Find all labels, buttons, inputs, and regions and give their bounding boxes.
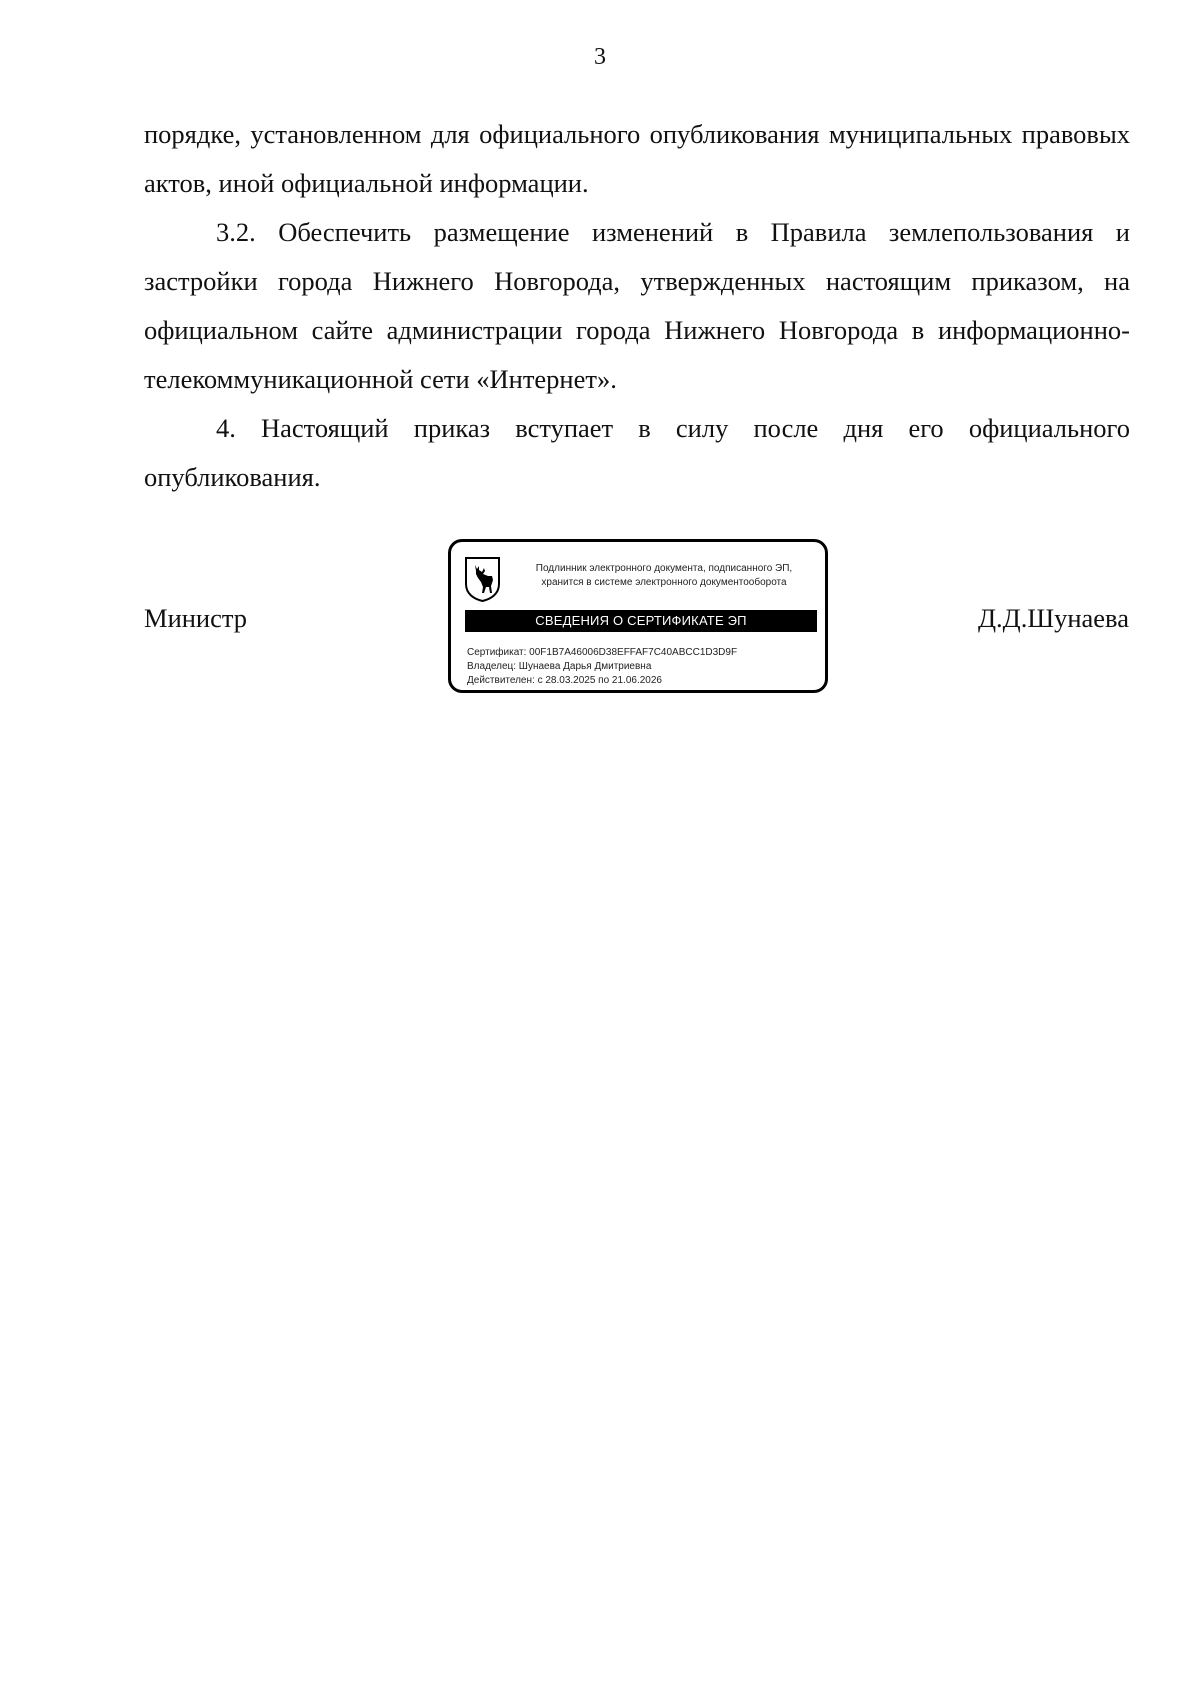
document-body [144, 110, 1130, 502]
stamp-header [509, 562, 819, 590]
signatory-position: Министр [144, 603, 248, 633]
signatory-name: Д.Д.Шунаева [977, 603, 1129, 633]
coat-of-arms-icon [464, 556, 501, 602]
stamp-header-line-2: хранится в системе электронного документооборота [541, 577, 787, 588]
certificate-owner: Владелец: Шунаева Дарья Дмитриевна [467, 661, 652, 672]
page-number: 3 [594, 44, 606, 70]
stamp-details [467, 646, 737, 688]
paragraph-continuation: порядке, установленном для официального опубликования муниципальных правовых актов, иной официальной информации. [144, 119, 1130, 198]
stamp-header-line-1: Подлинник электронного документа, подписанного ЭП, [535, 563, 793, 574]
certificate-number: Сертификат: 00F1B7A46006D38EFFAF7C40ABCC1D3D9F [467, 647, 738, 658]
paragraph-3-2: 3.2. Обеспечить размещение изменений в Правила землепользования и застройки города Нижнего Новгорода, утвержденных настоящим приказом, на официальном сайте администрации города Нижнего Новгорода в информационно-телекоммуникационной сети «Интернет». [144, 217, 1130, 394]
certificate-validity: Действителен: с 28.03.2025 по 21.06.2026 [467, 675, 662, 686]
electronic-signature-stamp [448, 539, 828, 693]
stamp-title: СВЕДЕНИЯ О СЕРТИФИКАТЕ ЭП [465, 610, 817, 632]
paragraph-4: 4. Настоящий приказ вступает в силу после дня его официального опубликования. [144, 413, 1130, 492]
